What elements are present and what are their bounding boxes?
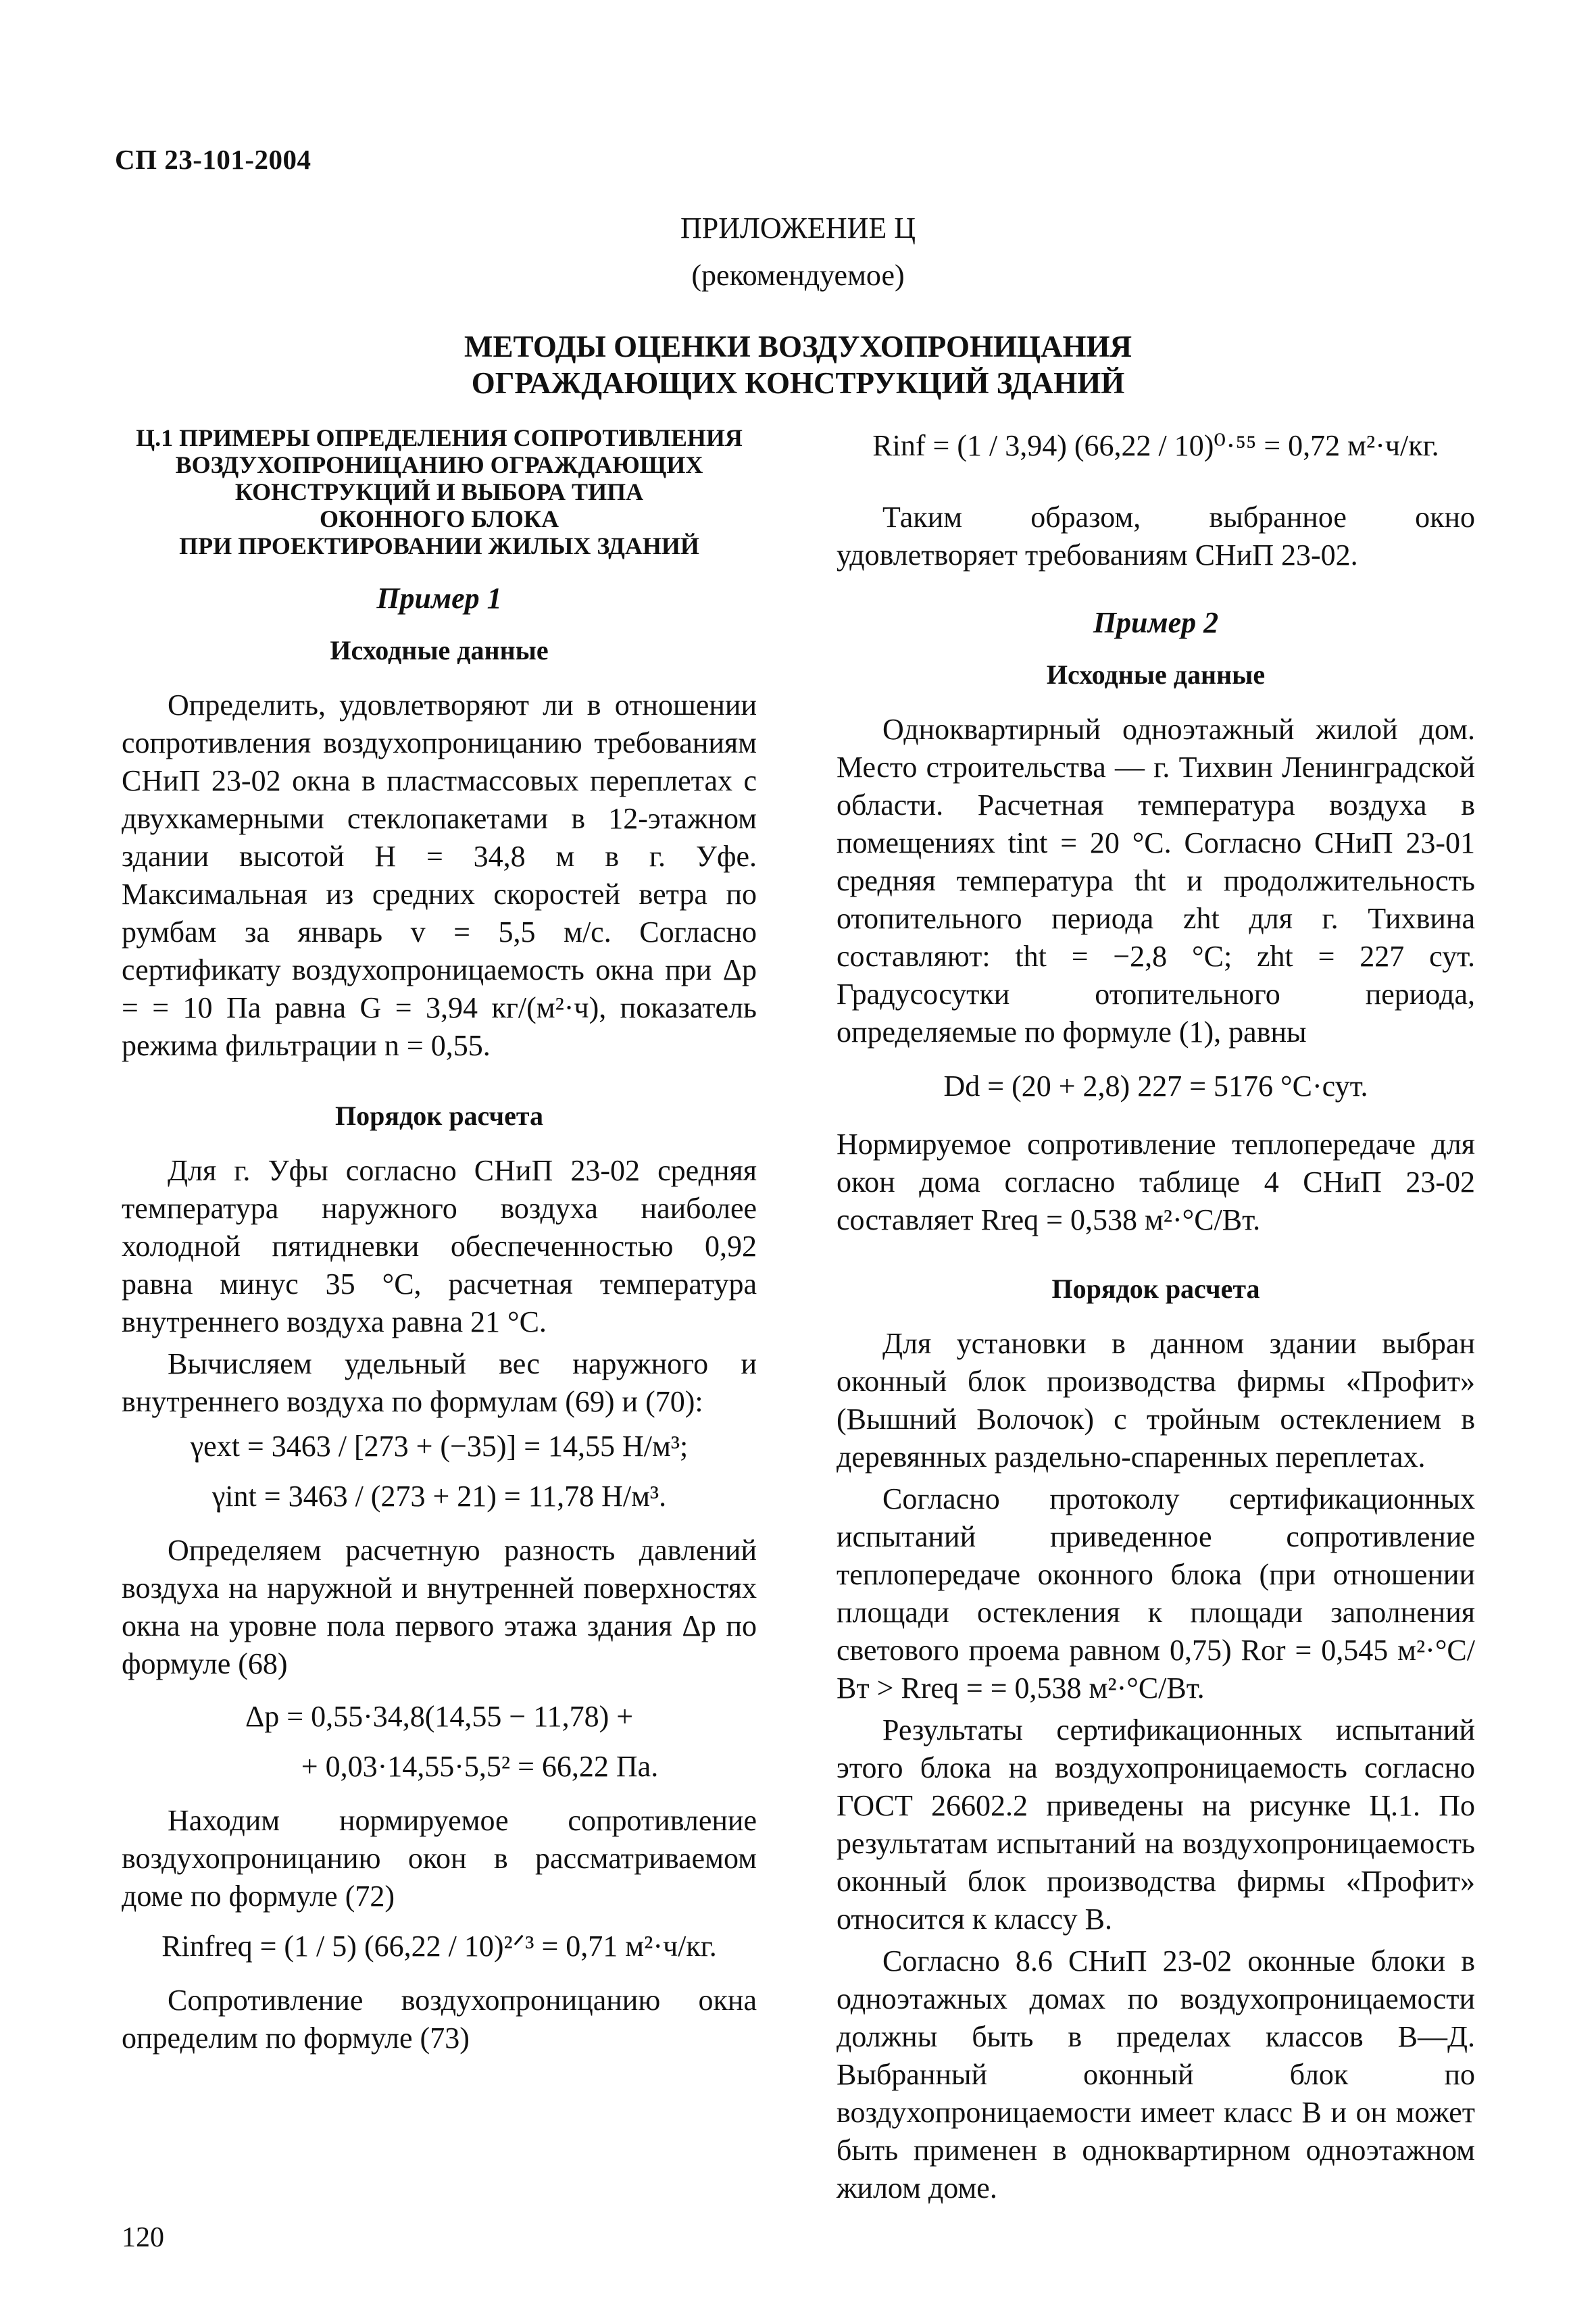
section-heading-line: ПРИ ПРОЕКТИРОВАНИИ ЖИЛЫХ ЗДАНИЙ <box>179 532 699 559</box>
example-2-title: Пример 2 <box>1093 606 1219 639</box>
main-title <box>0 328 1596 401</box>
paragraph: Находим нормируемое сопротивление воздухопроницанию окон в рассматриваемом доме по формуле (72) <box>122 1804 757 1913</box>
initial-data-text: Определить, удовлетворяют ли в отношении сопротивления воздухопроницанию требованиям СНиП 23-02 окна в пластмассовых переплетах с двухкамерными стеклопакетами в 12-этажном здании высотой H = 34,8 м в г. Уфе. Максимальная из средних скоростей ветра по румбам за январь v = 5,5 м/с. Согласно сертификату воздухопроницаемость окна при Δp = = 10 Па равна G = 3,94 кг/(м²·ч), показатель режима фильтрации n = 0,55. <box>122 688 757 1062</box>
paragraph: Согласно 8.6 СНиП 23-02 оконные блоки в одноэтажных домах по воздухопроницаемости должны быть в пределах классов В—Д. Выбранный оконный блок по воздухопроницаемости имеет класс В и он может быть применен в одноквартирном одноэтажном жилом доме. <box>837 1944 1475 2205</box>
paragraph: Вычисляем удельный вес наружного и внутреннего воздуха по формулам (69) и (70): <box>122 1347 757 1418</box>
section-heading-line: ВОЗДУХОПРОНИЦАНИЮ ОГРАЖДАЮЩИХ <box>175 451 703 478</box>
document-code: СП 23-101-2004 <box>115 144 311 175</box>
paragraph: Согласно протоколу сертификационных испытаний приведенное сопротивление теплопередаче оконного блока (при отношении площади остекления к площади заполнения светового проема равном 0,75) Ror = 0,545 м²·°С/Вт > Rreq = = 0,538 м²·°С/Вт. <box>837 1482 1475 1705</box>
paragraph: Таким образом, выбранное окно удовлетворяет требованиям СНиП 23-02. <box>837 501 1475 572</box>
paragraph: Для установки в данном здании выбран оконный блок производства фирмы «Профит» (Вышний Волочок) с тройным остеклением в деревянных раздельно-спаренных переплетах. <box>837 1327 1475 1474</box>
initial-data-heading: Исходные данные <box>1046 659 1266 690</box>
formula-dp-line-1: Δp = 0,55·34,8(14,55 − 11,78) + <box>245 1700 634 1733</box>
section-heading-line: ОКОННОГО БЛОКА <box>319 505 559 532</box>
procedure-heading: Порядок расчета <box>1051 1274 1260 1304</box>
appendix-title: ПРИЛОЖЕНИЕ Ц <box>680 211 916 245</box>
paragraph: Результаты сертификационных испытаний этого блока на воздухопроницаемость согласно ГОСТ 26602.2 приведены на рисунке Ц.1. По результатам испытаний на воздухопроницаемость оконный блок производства фирмы «Профит» относится к классу В. <box>837 1713 1475 1936</box>
formula-gamma-int: γint = 3463 / (273 + 21) = 11,78 Н/м³. <box>211 1480 667 1513</box>
formula-r-inf: Rinf = (1 / 3,94) (66,22 / 10)⁰·⁵⁵ = 0,72 м²·ч/кг. <box>872 429 1439 462</box>
initial-data-text: Одноквартирный одноэтажный жилой дом. Место строительства — г. Тихвин Ленинградской области. Расчетная температура воздуха в помещениях tint = 20 °С. Согласно СНиП 23-01 средняя температура tht и продолжительность отопительного периода zht для г. Тихвина составляют: tht = −2,8 °С; zht = 227 сут. Градусосутки отопительного периода, определяемые по формуле (1), равны <box>837 713 1475 1049</box>
main-title-line-1: МЕТОДЫ ОЦЕНКИ ВОЗДУХОПРОНИЦАНИЯ <box>464 330 1132 363</box>
formula-dp-line-2: + 0,03·14,55·5,5² = 66,22 Па. <box>301 1750 659 1783</box>
left-column <box>122 424 757 2061</box>
page-number: 120 <box>122 2222 164 2253</box>
paragraph: Сопротивление воздухопроницанию окна определим по формуле (73) <box>122 1984 757 2055</box>
procedure-heading: Порядок расчета <box>335 1101 543 1131</box>
section-heading-line: Ц.1 ПРИМЕРЫ ОПРЕДЕЛЕНИЯ СОПРОТИВЛЕНИЯ <box>136 424 743 451</box>
example-1-title: Пример 1 <box>376 582 502 615</box>
formula-dd: Dd = (20 + 2,8) 227 = 5176 °С·сут. <box>943 1070 1368 1103</box>
section-heading <box>122 424 757 559</box>
initial-data-heading: Исходные данные <box>330 635 549 665</box>
right-column <box>837 424 1475 2211</box>
formula-r-req: Rinfreq = (1 / 5) (66,22 / 10)²ᐟ³ = 0,71 м²·ч/кг. <box>161 1930 717 1963</box>
main-title-line-2: ОГРАЖДАЮЩИХ КОНСТРУКЦИЙ ЗДАНИЙ <box>471 366 1125 400</box>
paragraph: Определяем расчетную разность давлений воздуха на наружной и внутренней поверхностях окна на уровне пола первого этажа здания Δp по формуле (68) <box>122 1534 757 1680</box>
paragraph: Нормируемое сопротивление теплопередаче для окон дома согласно таблице 4 СНиП 23-02 составляет Rreq = 0,538 м²·°С/Вт. <box>837 1128 1475 1236</box>
appendix-status: (рекомендуемое) <box>691 259 905 292</box>
paragraph: Для г. Уфы согласно СНиП 23-02 средняя температура наружного воздуха наиболее холодной пятидневки обеспеченностью 0,92 равна минус 35 °С, расчетная температура внутреннего воздуха равна 21 °С. <box>122 1154 757 1338</box>
formula-gamma-ext: γext = 3463 / [273 + (−35)] = 14,55 Н/м³; <box>190 1430 689 1463</box>
section-heading-line: КОНСТРУКЦИЙ И ВЫБОРА ТИПА <box>234 478 644 505</box>
